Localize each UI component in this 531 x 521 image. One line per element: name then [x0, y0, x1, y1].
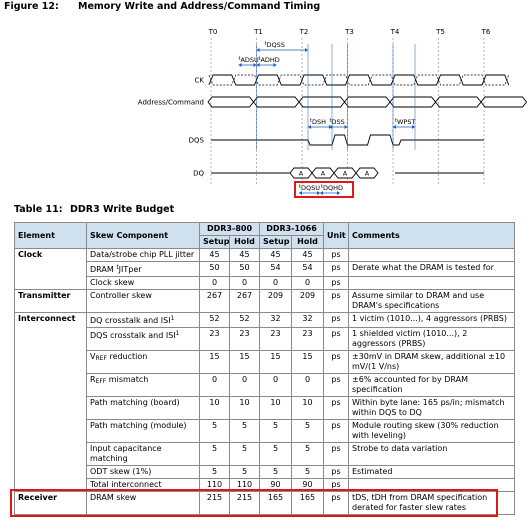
- skew-component-text: V: [90, 352, 96, 361]
- table-row: [15, 420, 515, 443]
- col-ddr3-1066: DDR3-1066: [260, 223, 324, 236]
- table-row: [15, 479, 515, 492]
- dq-data-label: A: [342, 169, 348, 178]
- ck-waveform: [209, 75, 509, 85]
- skew-component-cell: [87, 313, 200, 328]
- comment-cell: Within byte lane: 165 ps/in; mismatch within DQS to DQ: [349, 397, 515, 420]
- skew-component-text: Clock skew: [90, 278, 135, 287]
- table-row: [15, 443, 515, 466]
- header-row-1: [15, 223, 515, 236]
- subscript: REF: [95, 355, 107, 362]
- timing-param: DQHD: [322, 184, 343, 192]
- value-cell-unit: ps: [324, 479, 349, 492]
- skew-component-text: Input capacitance matching: [90, 444, 162, 463]
- superscript: t: [116, 264, 119, 271]
- value-cell-s1066: 0: [260, 277, 292, 290]
- comment-cell: [349, 479, 515, 492]
- value-cell-unit: ps: [324, 492, 349, 515]
- t-prefix: t: [238, 56, 241, 62]
- value-cell-s1066: 54: [260, 262, 292, 277]
- table-row: [15, 466, 515, 479]
- twpst-annotation: [395, 118, 415, 126]
- comment-cell: Derate what the DRAM is tested for: [349, 262, 515, 277]
- table-row: [15, 262, 515, 277]
- tdqss-annotation: [265, 41, 285, 49]
- value-cell-h1066: 32: [292, 313, 324, 328]
- value-cell-h800: 5: [230, 443, 260, 466]
- dq-data-label: A: [298, 169, 304, 178]
- skew-component-cell: [87, 262, 200, 277]
- value-cell-h800: 0: [230, 277, 260, 290]
- value-cell-s1066: 32: [260, 313, 292, 328]
- figure-title: Memory Write and Address/Command Timing: [78, 1, 321, 12]
- value-cell-h800: 52: [230, 313, 260, 328]
- col-element: Element: [15, 223, 87, 249]
- timing-param: DSH: [311, 118, 326, 126]
- comment-cell: Assume similar to DRAM and use DRAM's specifications: [349, 290, 515, 313]
- col-ddr3-800: DDR3-800: [200, 223, 260, 236]
- timing-param: DSS: [331, 118, 345, 126]
- skew-component-text: mismatch: [106, 375, 149, 384]
- value-cell-h800: 5: [230, 420, 260, 443]
- value-cell-h1066: 0: [292, 374, 324, 397]
- tdsh-annotation: [310, 118, 326, 126]
- col-unit: Unit: [324, 223, 349, 249]
- comment-cell: 1 shielded victim (1010...), 2 aggressors (PRBS): [349, 328, 515, 351]
- value-cell-h1066: 165: [292, 492, 324, 515]
- skew-component-text: Total interconnect: [90, 480, 162, 489]
- value-cell-h800: 0: [230, 374, 260, 397]
- tick-label: T4: [390, 28, 400, 36]
- col-hold-1066: Hold: [292, 236, 324, 249]
- signal-label: Address/Command: [137, 98, 204, 107]
- skew-component-cell: [87, 328, 200, 351]
- tick-label: T6: [481, 28, 491, 36]
- value-cell-unit: ps: [324, 443, 349, 466]
- skew-component-text: DQ crosstalk and ISI: [90, 316, 171, 325]
- value-cell-h800: 267: [230, 290, 260, 313]
- value-cell-unit: ps: [324, 420, 349, 443]
- value-cell-s800: 50: [200, 262, 230, 277]
- value-cell-h1066: 23: [292, 328, 324, 351]
- col-comments: Comments: [349, 223, 515, 249]
- skew-component-cell: [87, 374, 200, 397]
- timing-param: ADHD: [260, 56, 280, 64]
- element-group-label: Clock: [15, 249, 87, 290]
- col-setup-800: Setup: [200, 236, 230, 249]
- value-cell-h800: 215: [230, 492, 260, 515]
- table-row: [15, 374, 515, 397]
- value-cell-unit: ps: [324, 397, 349, 420]
- skew-component-text: Controller skew: [90, 291, 152, 300]
- value-cell-s1066: 90: [260, 479, 292, 492]
- value-cell-h800: 110: [230, 479, 260, 492]
- tdqsu-annotation: [299, 184, 320, 192]
- value-cell-h1066: 15: [292, 351, 324, 374]
- skew-component-cell: [87, 466, 200, 479]
- t-prefix: t: [264, 41, 267, 47]
- value-cell-h1066: 54: [292, 262, 324, 277]
- t-prefix: t: [299, 184, 301, 190]
- skew-component-text: DRAM skew: [90, 493, 137, 502]
- table-row: [15, 277, 515, 290]
- value-cell-s800: 267: [200, 290, 230, 313]
- value-cell-h800: 50: [230, 262, 260, 277]
- ck-inverted-waveform: [209, 75, 509, 85]
- value-cell-s800: 110: [200, 479, 230, 492]
- t-prefix: t: [395, 118, 397, 124]
- table-row: [15, 249, 515, 262]
- skew-component-cell: [87, 420, 200, 443]
- value-cell-s1066: 5: [260, 420, 292, 443]
- subscript: EFF: [95, 378, 107, 385]
- timing-param: WPST: [396, 118, 416, 126]
- skew-component-text: DRAM: [90, 265, 117, 274]
- skew-component-text: R: [90, 375, 96, 384]
- skew-component-text: Data/strobe chip PLL jitter: [90, 250, 195, 259]
- col-hold-800: Hold: [230, 236, 260, 249]
- value-cell-h800: 10: [230, 397, 260, 420]
- value-cell-unit: ps: [324, 351, 349, 374]
- value-cell-h1066: 90: [292, 479, 324, 492]
- t-prefix: t: [258, 56, 261, 62]
- value-cell-unit: ps: [324, 262, 349, 277]
- skew-component-cell: [87, 290, 200, 313]
- signal-label: DQS: [188, 136, 204, 145]
- comment-cell: Estimated: [349, 466, 515, 479]
- dq-data-label: A: [364, 169, 370, 178]
- value-cell-s1066: 10: [260, 397, 292, 420]
- table-title: DDR3 Write Budget: [70, 204, 175, 215]
- comment-cell: ±6% accounted for by DRAM specification: [349, 374, 515, 397]
- value-cell-s800: 5: [200, 420, 230, 443]
- value-cell-s1066: 23: [260, 328, 292, 351]
- table-body: [15, 249, 515, 515]
- comment-cell: [349, 249, 515, 262]
- skew-component-cell: [87, 492, 200, 515]
- comment-cell: tDS, tDH from DRAM specification derated for faster slew rates: [349, 492, 515, 515]
- value-cell-h800: 45: [230, 249, 260, 262]
- timing-diagram: [0, 18, 531, 200]
- col-setup-1066: Setup: [260, 236, 292, 249]
- value-cell-s1066: 0: [260, 374, 292, 397]
- table-row: [15, 397, 515, 420]
- value-cell-s800: 23: [200, 328, 230, 351]
- value-cell-s1066: 209: [260, 290, 292, 313]
- value-cell-unit: ps: [324, 249, 349, 262]
- col-skew-component: Skew Component: [87, 223, 200, 249]
- value-cell-s1066: 5: [260, 443, 292, 466]
- value-cell-h800: 5: [230, 466, 260, 479]
- table-number: Table 11:: [14, 204, 63, 215]
- skew-component-cell: [87, 479, 200, 492]
- skew-component-cell: [87, 351, 200, 374]
- skew-component-text: DQS crosstalk and ISI: [90, 331, 176, 340]
- value-cell-s800: 5: [200, 443, 230, 466]
- tick-label: T3: [345, 28, 354, 36]
- comment-cell: Module routing skew (30% reduction with leveling): [349, 420, 515, 443]
- write-budget-table: [14, 222, 515, 515]
- skew-component-cell: [87, 397, 200, 420]
- value-cell-s800: 215: [200, 492, 230, 515]
- element-group-label: Transmitter: [15, 290, 87, 313]
- timing-param: DQSS: [266, 41, 285, 49]
- timing-param: ADSU: [240, 56, 259, 64]
- element-group-label: Interconnect: [15, 313, 87, 492]
- table-row: [15, 328, 515, 351]
- signal-label: DQ: [193, 169, 204, 178]
- skew-component-cell: [87, 249, 200, 262]
- value-cell-unit: ps: [324, 290, 349, 313]
- value-cell-s1066: 165: [260, 492, 292, 515]
- value-cell-h1066: 5: [292, 466, 324, 479]
- tdqhd-annotation: [321, 184, 343, 192]
- t-prefix: t: [310, 118, 312, 124]
- tick-label: T2: [299, 28, 309, 36]
- value-cell-s800: 0: [200, 277, 230, 290]
- tadhd-annotation: [259, 56, 280, 64]
- skew-component-cell: [87, 277, 200, 290]
- value-cell-s1066: 45: [260, 249, 292, 262]
- address-command-bus: [208, 97, 527, 107]
- value-cell-s800: 15: [200, 351, 230, 374]
- timing-param: DQSU: [300, 184, 320, 192]
- value-cell-h1066: 5: [292, 443, 324, 466]
- skew-component-text: JITper: [118, 265, 142, 274]
- figure-number: Figure 12:: [4, 1, 59, 12]
- figure-heading: [4, 1, 320, 12]
- dq-data-label: A: [320, 169, 326, 178]
- t-prefix: t: [321, 184, 323, 190]
- footnote-marker: 1: [175, 330, 180, 337]
- table-heading: [14, 204, 174, 215]
- value-cell-s800: 45: [200, 249, 230, 262]
- tick-label: T5: [436, 28, 445, 36]
- table-row: [15, 351, 515, 374]
- value-cell-s800: 5: [200, 466, 230, 479]
- table-row: [15, 492, 515, 515]
- value-cell-unit: ps: [324, 313, 349, 328]
- skew-component-cell: [87, 443, 200, 466]
- skew-component-text: reduction: [106, 352, 148, 361]
- value-cell-h1066: 45: [292, 249, 324, 262]
- value-cell-unit: ps: [324, 328, 349, 351]
- value-cell-unit: ps: [324, 374, 349, 397]
- tadsu-annotation: [239, 56, 260, 64]
- value-cell-unit: ps: [324, 466, 349, 479]
- table-row: [15, 313, 515, 328]
- value-cell-s800: 0: [200, 374, 230, 397]
- signal-label: CK: [194, 76, 204, 85]
- t-prefix: t: [329, 118, 332, 124]
- value-cell-h800: 15: [230, 351, 260, 374]
- value-cell-s800: 52: [200, 313, 230, 328]
- skew-component-text: Path matching (module): [90, 421, 187, 430]
- value-cell-unit: ps: [324, 277, 349, 290]
- value-cell-h1066: 10: [292, 397, 324, 420]
- element-group-label: Receiver: [15, 492, 87, 515]
- skew-component-text: Path matching (board): [90, 398, 180, 407]
- value-cell-s1066: 15: [260, 351, 292, 374]
- value-cell-h800: 23: [230, 328, 260, 351]
- value-cell-h1066: 209: [292, 290, 324, 313]
- comment-cell: ±30mV in DRAM skew, additional ±10 mV/(1 V/ns): [349, 351, 515, 374]
- tick-label: T1: [254, 28, 263, 36]
- value-cell-h1066: 5: [292, 420, 324, 443]
- comment-cell: 1 victim (1010...), 4 aggressors (PRBS): [349, 313, 515, 328]
- comment-cell: Strobe to data variation: [349, 443, 515, 466]
- footnote-marker: 1: [170, 315, 175, 322]
- value-cell-h1066: 0: [292, 277, 324, 290]
- value-cell-s1066: 5: [260, 466, 292, 479]
- table-row: [15, 290, 515, 313]
- tick-label: T0: [208, 28, 218, 36]
- value-cell-s800: 10: [200, 397, 230, 420]
- comment-cell: [349, 277, 515, 290]
- skew-component-text: ODT skew (1%): [90, 467, 152, 476]
